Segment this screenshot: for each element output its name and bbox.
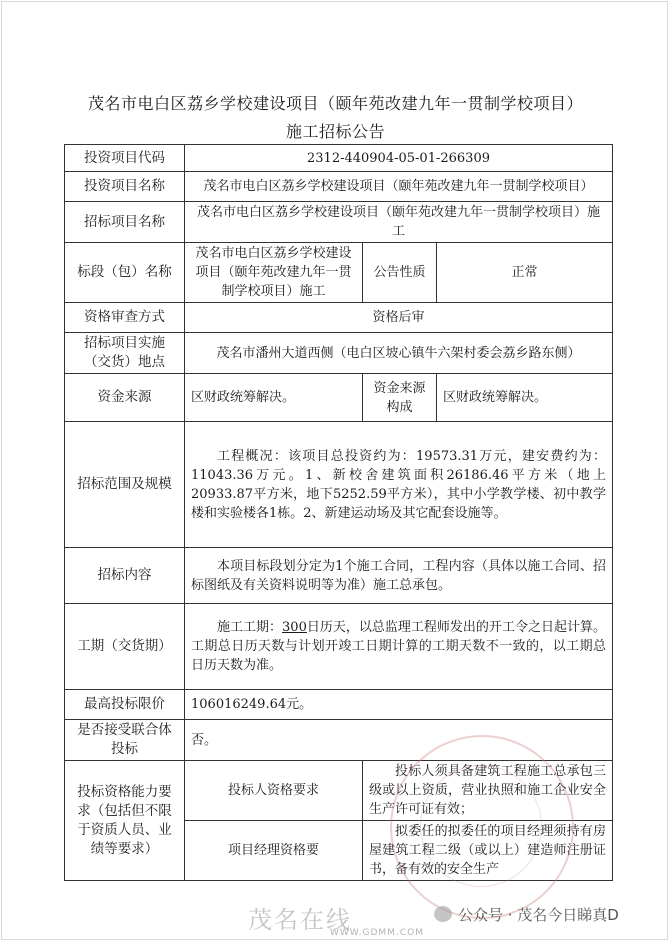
row-consortium	[65, 720, 613, 761]
row-funding	[65, 374, 613, 422]
row-duration	[65, 604, 613, 690]
tender-notice-table	[64, 144, 613, 881]
duration-days: 300	[282, 620, 307, 635]
project-name-value: 茂名市电白区荔乡学校建设项目（颐年苑改建九年一贯制学校项目）	[185, 172, 613, 202]
project-code-label: 投资项目代码	[65, 145, 185, 172]
section-label: 标段（包）名称	[65, 243, 185, 303]
row-section	[65, 243, 613, 303]
duration-prefix: 施工工期：	[217, 620, 283, 635]
duration-value	[185, 604, 613, 690]
consortium-value: 否。	[185, 720, 613, 761]
row-project-name	[65, 172, 613, 202]
notice-nature-label: 公告性质	[363, 243, 437, 303]
funding-composition-label: 资金来源构成	[363, 374, 437, 422]
content-label: 招标内容	[65, 548, 185, 604]
project-code-value: 2312-440904-05-01-266309	[185, 145, 613, 172]
funding-composition-value: 区财政统筹解决。	[437, 374, 613, 422]
tender-name-label: 招标项目名称	[65, 202, 185, 243]
bidder-qualification-label: 投标资格能力要求（包括但不限于资质人员、业绩等要求）	[65, 761, 185, 881]
bidder-requirement-value: 投标人须具备建筑工程施工总承包三级或以上资质，营业执照和施工企业安全生产许可证有效；	[363, 761, 613, 821]
document-subtitle: 施工招标公告	[285, 122, 385, 141]
scope-label: 招标范围及规模	[65, 422, 185, 548]
row-qualification-review	[65, 303, 613, 333]
qualification-review-value: 资格后审	[185, 303, 613, 333]
location-value: 茂名市潘州大道西侧（电白区坡心镇牛六架村委会荔乡路东侧）	[185, 333, 613, 374]
funding-value: 区财政统筹解决。	[185, 374, 363, 422]
tender-name-value: 茂名市电白区荔乡学校建设项目（颐年苑改建九年一贯制学校项目）施工	[185, 202, 613, 243]
duration-label: 工期（交货期）	[65, 604, 185, 690]
row-content	[65, 548, 613, 604]
content-value: 本项目标段划分定为1个施工合同，工程内容（具体以施工合同、招标图纸及有关资料说明等为准）施工总承包。	[185, 548, 613, 604]
row-location	[65, 333, 613, 374]
qualification-review-label: 资格审查方式	[65, 303, 185, 333]
section-value: 茂名市电白区荔乡学校建设项目（颐年苑改建九年一贯制学校项目）施工	[185, 243, 363, 303]
document-title: 茂名市电白区荔乡学校建设项目（颐年苑改建九年一贯制学校项目）	[87, 94, 583, 113]
project-name-label: 投资项目名称	[65, 172, 185, 202]
bidder-requirement-label: 投标人资格要求	[185, 761, 363, 821]
wechat-account-label: 公众号 · 茂名今日睇真D	[458, 906, 619, 924]
funding-label: 资金来源	[65, 374, 185, 422]
location-label: 招标项目实施（交货）地点	[65, 333, 185, 374]
row-scope	[65, 422, 613, 548]
max-price-value: 106016249.64元。	[185, 690, 613, 720]
row-max-price	[65, 690, 613, 720]
duration-suffix: 日历天，以总监理工程师发出的开工令之日起计算。工期总日历天数与计划开竣工日期计算的工期天数不一致的，以工期总日历天数为准。	[191, 620, 606, 673]
row-tender-name	[65, 202, 613, 243]
scope-value: 工程概况：该项目总投资约为：19573.31万元，建安费约为：11043.36万元。1、新校舍建筑面积26186.46平方米（地上20933.87平方米，地下5252.59平方米），其中小学教学楼、初中教学楼和实验楼各1栋。2、新建运动场及其它配套设施等。	[185, 422, 613, 548]
consortium-label: 是否接受联合体投标	[65, 720, 185, 761]
max-price-label: 最高投标限价	[65, 690, 185, 720]
site-url-watermark: WWW.GDMM.COM	[330, 928, 424, 938]
manager-requirement-label: 项目经理资格要	[185, 821, 363, 881]
row-project-code	[65, 145, 613, 172]
row-bidder-qualification	[65, 761, 613, 821]
site-logo-watermark: 茂名在线	[248, 906, 352, 934]
manager-requirement-value: 拟委任的拟委任的项目经理须持有房屋建筑工程二级（或以上）建造师注册证书，备有效的安全生产	[363, 821, 613, 881]
notice-nature-value: 正常	[437, 243, 613, 303]
